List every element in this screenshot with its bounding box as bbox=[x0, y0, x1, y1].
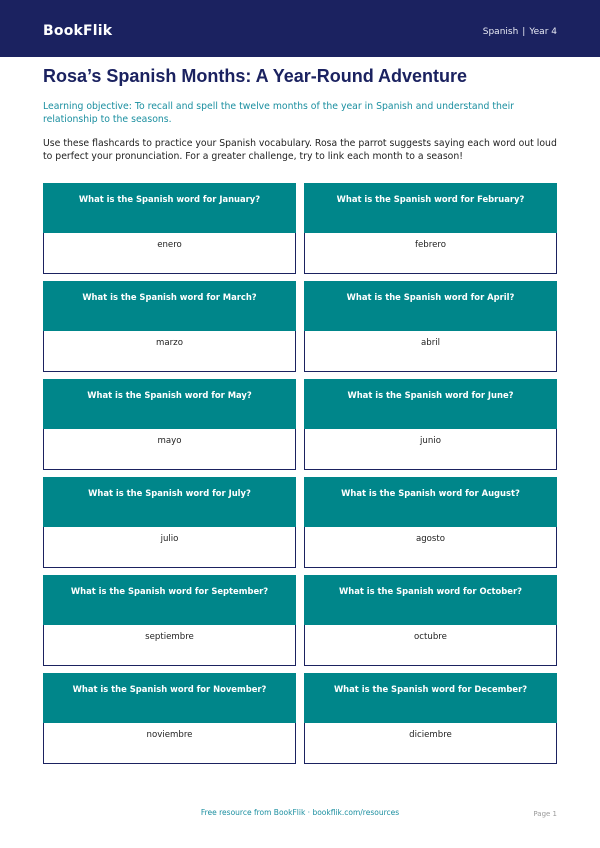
learning-objective: Learning objective: To recall and spell the twelve months of the year in Spanish and understand their relationship to the seasons. bbox=[43, 101, 515, 125]
flashcard-question: What is the Spanish word for October? bbox=[304, 575, 557, 625]
breadcrumb bbox=[483, 26, 557, 38]
flashcard-answer: enero bbox=[43, 233, 296, 274]
flashcard-question: What is the Spanish word for August? bbox=[304, 477, 557, 527]
flashcard-answer: octubre bbox=[304, 625, 557, 666]
flashcard[interactable] bbox=[304, 477, 557, 568]
flashcard-answer: julio bbox=[43, 527, 296, 568]
flashcard-question: What is the Spanish word for July? bbox=[43, 477, 296, 527]
flashcard-question: What is the Spanish word for January? bbox=[43, 183, 296, 233]
flashcard-answer: agosto bbox=[304, 527, 557, 568]
flashcard-question: What is the Spanish word for April? bbox=[304, 281, 557, 331]
flashcard[interactable] bbox=[304, 379, 557, 470]
flashcard[interactable] bbox=[304, 575, 557, 666]
footer-resource-link[interactable]: Free resource from BookFlik · bookflik.com/resources bbox=[200, 808, 400, 817]
flashcard-answer: marzo bbox=[43, 331, 296, 372]
flashcard-answer: diciembre bbox=[304, 723, 557, 764]
flashcard-grid bbox=[43, 183, 557, 764]
breadcrumb-subject[interactable]: Spanish bbox=[482, 27, 519, 37]
flashcard[interactable] bbox=[43, 281, 296, 372]
breadcrumb-level[interactable]: Year 4 bbox=[529, 27, 557, 37]
breadcrumb-separator: | bbox=[522, 27, 526, 37]
flashcard-answer: septiembre bbox=[43, 625, 296, 666]
flashcard-question: What is the Spanish word for May? bbox=[43, 379, 296, 429]
flashcard-answer: abril bbox=[304, 331, 557, 372]
flashcard-question: What is the Spanish word for November? bbox=[43, 673, 296, 723]
flashcard[interactable] bbox=[304, 281, 557, 372]
flashcard-question: What is the Spanish word for September? bbox=[43, 575, 296, 625]
flashcard-answer: mayo bbox=[43, 429, 296, 470]
intro-text: Use these flashcards to practice your Spanish vocabulary. Rosa the parrot suggests saying each word out loud to perfect your pronunciation. For a greater challenge, try to link each month to a season! bbox=[43, 138, 557, 162]
flashcard[interactable] bbox=[304, 673, 557, 764]
flashcard-answer: junio bbox=[304, 429, 557, 470]
page-title: Rosa’s Spanish Months: A Year-Round Adventure bbox=[43, 66, 468, 86]
flashcard[interactable] bbox=[43, 477, 296, 568]
flashcard[interactable] bbox=[304, 183, 557, 274]
flashcard-question: What is the Spanish word for March? bbox=[43, 281, 296, 331]
flashcard-question: What is the Spanish word for June? bbox=[304, 379, 557, 429]
flashcard-question: What is the Spanish word for December? bbox=[304, 673, 557, 723]
flashcard-answer: febrero bbox=[304, 233, 557, 274]
page-number: Page 1 bbox=[533, 810, 557, 818]
flashcard[interactable] bbox=[43, 379, 296, 470]
flashcard[interactable] bbox=[43, 183, 296, 274]
flashcard-question: What is the Spanish word for February? bbox=[304, 183, 557, 233]
flashcard-answer: noviembre bbox=[43, 723, 296, 764]
site-header bbox=[0, 0, 600, 57]
brand-logo[interactable]: BookFlik bbox=[43, 23, 113, 39]
flashcard[interactable] bbox=[43, 673, 296, 764]
flashcard[interactable] bbox=[43, 575, 296, 666]
